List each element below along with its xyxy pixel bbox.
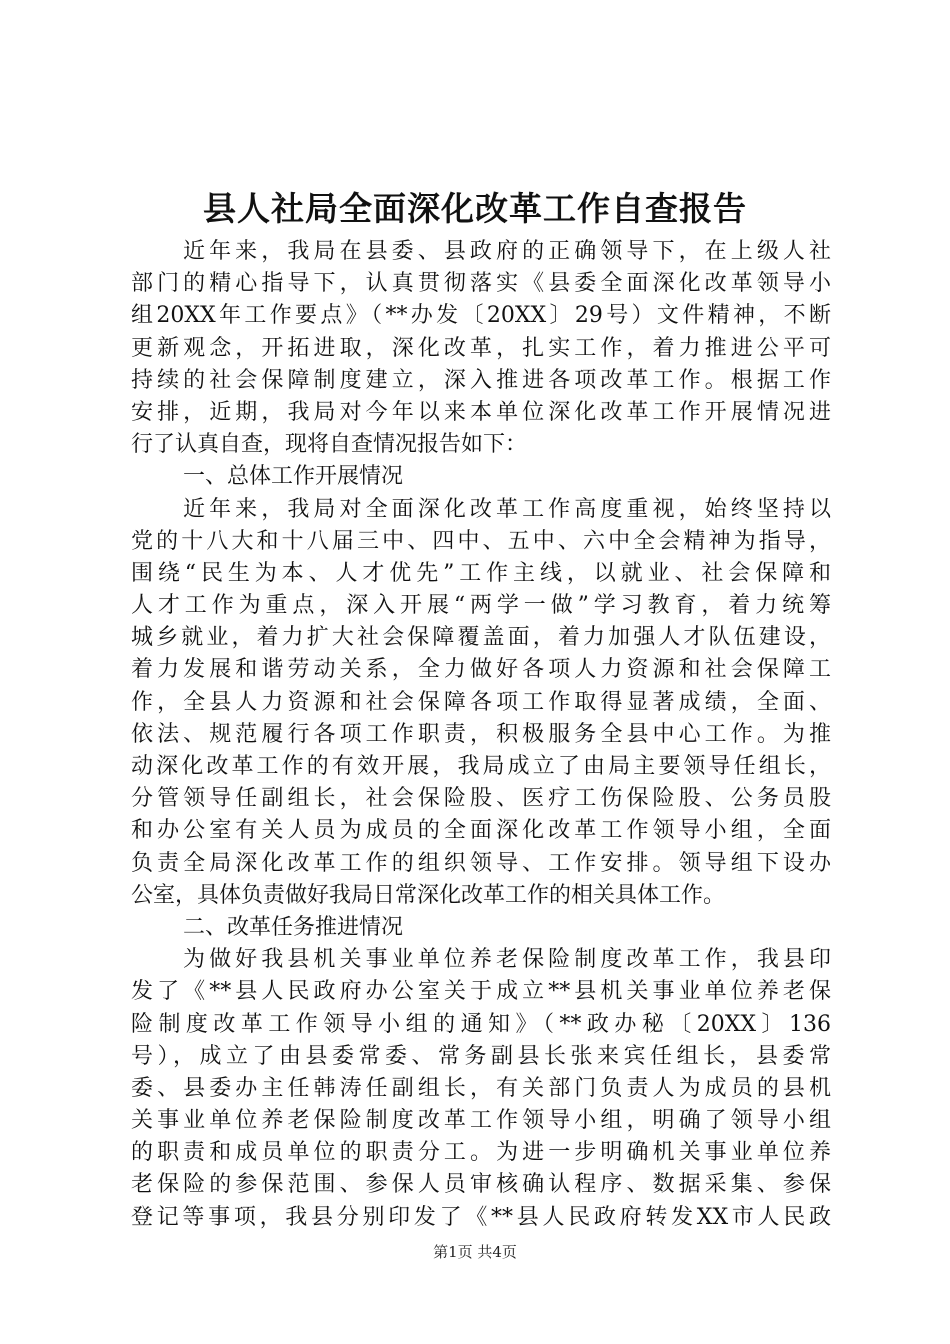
body-line: 近年来，我局在县委、县政府的正确领导下，在上级人社 — [183, 239, 831, 264]
body-line: 险制度改革工作领导小组的通知》（**政办秘〔20XX〕136 — [131, 1011, 831, 1037]
body-line: 依法、规范履行各项工作职责，积极服务全县中心工作。为推 — [131, 721, 831, 747]
section-heading: 一、总体工作开展情况 — [183, 464, 404, 490]
body-line: 动深化改革工作的有效开展，我局成立了由局主要领导任组长， — [131, 754, 831, 779]
section-heading: 二、改革任务推进情况 — [183, 914, 404, 940]
body-line: 和办公室有关人员为成员的全面深化改革工作领导小组，全面 — [131, 818, 831, 844]
body-line: 为做好我县机关事业单位养老保险制度改革工作，我县印 — [183, 947, 831, 973]
body-line: 负责全局深化改革工作的组织领导、工作安排。领导组下设办 — [131, 850, 831, 876]
body-line: 分管领导任副组长，社会保险股、医疗工伤保险股、公务员股 — [131, 786, 831, 812]
body-line: 城乡就业，着力扩大社会保障覆盖面，着力加强人才队伍建设， — [131, 625, 831, 651]
document-title: 县人社局全面深化改革工作自查报告 — [203, 189, 747, 228]
body-line: 关事业单位养老保险制度改革工作领导小组，明确了领导小组 — [131, 1108, 831, 1134]
body-line: 组20XX年工作要点》（**办发〔20XX〕29号）文件精神，不断 — [131, 303, 831, 329]
body-line: 作，全县人力资源和社会保障各项工作取得显著成绩，全面、 — [131, 689, 831, 715]
body-line: 委、县委办主任韩涛任副组长，有关部门负责人为成员的县机 — [131, 1075, 831, 1101]
body-line: 号），成立了由县委常委、常务副县长张来宾任组长，县委常 — [131, 1043, 831, 1069]
body-line: 更新观念，开拓进取，深化改革，扎实工作，着力推进公平可 — [131, 335, 831, 361]
body-line: 老保险的参保范围、参保人员审核确认程序、数据采集、参保 — [131, 1172, 831, 1198]
document-body — [131, 236, 831, 1234]
body-line: 党的十八大和十八届三中、四中、五中、六中全会精神为指导， — [131, 528, 831, 554]
body-line: 发了《**县人民政府办公室关于成立**县机关事业单位养老保 — [131, 979, 831, 1005]
body-line: 近年来，我局对全面深化改革工作高度重视，始终坚持以 — [183, 496, 831, 522]
body-line: 登记等事项，我县分别印发了《**县人民政府转发XX市人民政 — [131, 1204, 831, 1230]
body-line: 围绕“民生为本、人才优先”工作主线，以就业、社会保障和 — [131, 560, 831, 586]
body-line: 持续的社会保障制度建立，深入推进各项改革工作。根据工作 — [131, 367, 831, 393]
body-line: 人才工作为重点，深入开展“两学一做”学习教育，着力统筹 — [131, 593, 831, 619]
page-number: 第1页 共4页 — [433, 1243, 517, 1261]
body-line: 安排，近期，我局对今年以来本单位深化改革工作开展情况进 — [131, 399, 831, 425]
body-line: 的职责和成员单位的职责分工。为进一步明确机关事业单位养 — [131, 1140, 831, 1166]
body-line: 行了认真自查，现将自查情况报告如下： — [131, 432, 528, 458]
body-line: 着力发展和谐劳动关系，全力做好各项人力资源和社会保障工 — [131, 657, 831, 683]
body-line: 公室，具体负责做好我局日常深化改革工作的相关具体工作。 — [131, 882, 726, 908]
body-line: 部门的精心指导下，认真贯彻落实《县委全面深化改革领导小 — [131, 271, 831, 297]
